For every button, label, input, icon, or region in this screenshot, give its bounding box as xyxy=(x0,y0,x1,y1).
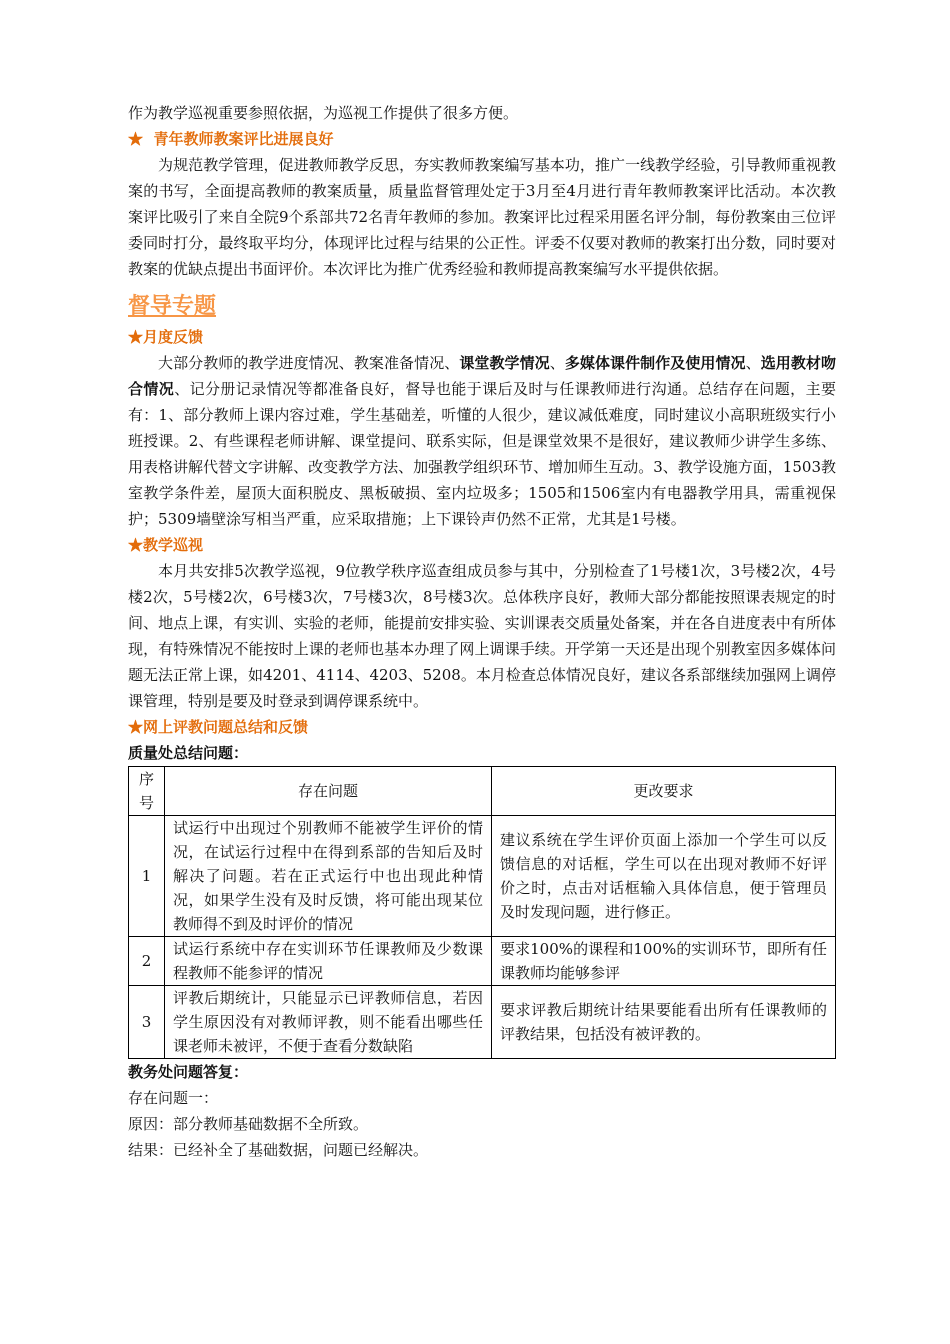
issues-table xyxy=(128,766,836,1059)
academic-affairs-label: 教务处问题答复： xyxy=(128,1063,249,1081)
monthly-text-e: 、记分册记录情况等都准备良好，督导也能于课后及时与任课教师进行沟通。总结存在问题，主要有：1、部分教师上课内容过难，学生基础差，听懂的人很少，建议减低难度，同时建议小高职班级实行小班授课。2、有些课程老师讲解、课堂提问、联系实际，但是课堂效果不是很好，建议教师少讲学生多练、用表格讲解代替文字讲解、改变教学方法、加强教学组织环节、增加师生互动。3、教学设施方面，1503教室教学条件差，屋顶大面积脱皮、黑板破损、室内垃圾多；1505和1506室内有电器教学用具，需重视保护；5309墙壁涂写相当严重，应采取措施；上下课铃声仍然不正常，尤其是1号楼。 xyxy=(128,380,836,528)
table-row xyxy=(129,937,836,986)
row-issue: 评教后期统计，只能显示已评教师信息，若因学生原因没有对教师评教，则不能看出哪些任课老师未被评，不便于查看分数缺陷 xyxy=(165,986,492,1059)
monthly-feedback-heading: ★月度反馈 xyxy=(128,328,204,346)
online-eval-heading: ★网上评教问题总结和反馈 xyxy=(128,718,309,736)
table-row xyxy=(129,816,836,937)
intro-tail-paragraph: 作为教学巡视重要参照依据，为巡视工作提供了很多方便。 xyxy=(128,104,519,122)
monthly-bold-3: 选用教材吻合情况 xyxy=(128,354,836,398)
patrol-body: 本月共安排5次教学巡视，9位教学秩序巡查组成员参与其中，分别检查了1号楼1次，3号楼2次，4号楼2次，5号楼2次，6号楼3次，7号楼3次，8号楼3次。总体秩序良好，教师大部分都能按照课表规定的时间、地点上课，有实训、实验的老师，能提前安排实验、实训课表交质量处备案，并在各自进度表中有所体现，有特殊情况不能按时上课的老师也基本办理了网上调课手续。开学第一天还是出现个别教室因多媒体问题无法正常上课，如4201、4114、4203、5208。本月检查总体情况良好，建议各系部继续加强网上调停课管理，特别是要及时登录到调停课系统中。 xyxy=(128,562,836,710)
monthly-bold-2: 多媒体课件制作及使用情况 xyxy=(564,354,746,372)
row-requirement: 建议系统在学生评价页面上添加一个学生可以反馈信息的对话框，学生可以在出现对教师不好评价之时，点击对话框输入具体信息，便于管理员及时发现问题，进行修正。 xyxy=(492,816,836,937)
row-issue: 试运行系统中存在实训环节任课教师及少数课程教师不能参评的情况 xyxy=(165,937,492,986)
monthly-text-a: 大部分教师的教学进度情况、教案准备情况、 xyxy=(158,354,460,372)
monthly-text-d: 、 xyxy=(745,354,761,372)
star-icon: ★ xyxy=(128,130,144,148)
section-young-teacher-heading xyxy=(128,126,836,152)
row-no: 1 xyxy=(129,816,165,937)
section-young-teacher-title: 青年教师教案评比进展良好 xyxy=(153,130,334,148)
monthly-feedback-body xyxy=(128,350,836,532)
supervision-heading: 督导专题 xyxy=(128,293,217,319)
row-no: 2 xyxy=(129,937,165,986)
quality-office-label: 质量处总结问题： xyxy=(128,744,249,762)
header-requirement: 更改要求 xyxy=(492,767,836,816)
monthly-text-c: 、 xyxy=(549,354,565,372)
answer-line: 结果：已经补全了基础数据，问题已经解决。 xyxy=(128,1141,429,1159)
table-row xyxy=(129,986,836,1059)
row-issue: 试运行中出现过个别教师不能被学生评价的情况，在试运行过程中在得到系部的告知后及时解决了问题。若在正式运行中也出现此种情况，如果学生没有及时反馈，将可能出现某位教师得不到及时评价的情况 xyxy=(165,816,492,937)
answer-line: 原因：部分教师基础数据不全所致。 xyxy=(128,1115,369,1133)
document-page xyxy=(128,100,836,1163)
row-requirement: 要求评教后期统计结果要能看出所有任课教师的评教结果，包括没有被评教的。 xyxy=(492,986,836,1059)
header-no: 序号 xyxy=(129,767,165,816)
row-requirement: 要求100%的课程和100%的实训环节，即所有任课教师均能够参评 xyxy=(492,937,836,986)
patrol-heading: ★教学巡视 xyxy=(128,536,204,554)
answer-line: 存在问题一： xyxy=(128,1089,219,1107)
table-header-row xyxy=(129,767,836,816)
header-issue: 存在问题 xyxy=(165,767,492,816)
section-young-teacher-body: 为规范教学管理，促进教师教学反思，夯实教师教案编写基本功，推广一线教学经验，引导教师重视教案的书写，全面提高教师的教案质量，质量监督管理处定于3月至4月进行青年教师教案评比活动。本次教案评比吸引了来自全院9个系部共72名青年教师的参加。教案评比过程采用匿名评分制，每份教案由三位评委同时打分，最终取平均分，体现评比过程与结果的公正性。评委不仅要对教师的教案打出分数，同时要对教案的优缺点提出书面评价。本次评比为推广优秀经验和教师提高教案编写水平提供依据。 xyxy=(128,156,836,278)
row-no: 3 xyxy=(129,986,165,1059)
monthly-bold-1: 课堂教学情况 xyxy=(459,354,550,372)
